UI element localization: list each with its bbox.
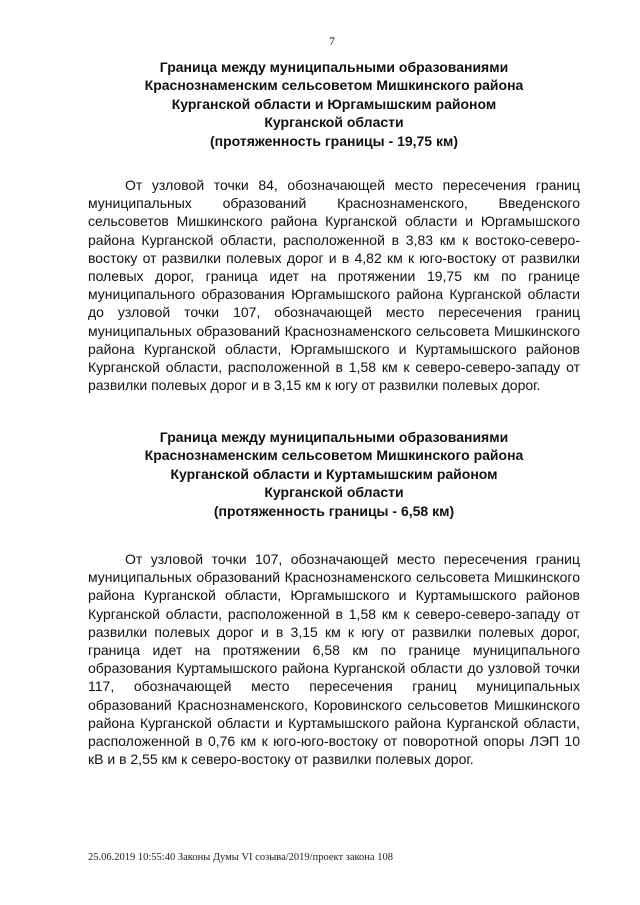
page-number: 7 bbox=[329, 34, 335, 48]
heading-line: Курганской области bbox=[264, 484, 404, 501]
heading-line: Граница между муниципальными образованиями bbox=[159, 59, 509, 75]
heading-line-length: (протяженность границы - 6,58 км) bbox=[213, 502, 455, 519]
section-paragraph: От узловой точки 84, обозначающей место пересечения границ муниципальных образований Краснознаменского, Введенского сельсоветов Мишкинского района Курганской области и Юргамышского района Курганской области, расположенной в 3,83 км к востоко-северо-востоку от развилки полевых дорог и в 4,82 км к юго-востоку от развилки полевых дорог, граница идет на протяжении 19,75 км по границе муниципального образования Юргамышского района Курганской области до узловой точки 107, обозначающей место пересечения границ муниципальных образований Краснознаменского сельсовета Мишкинского района Курганской области, Юргамышского и Куртамышского районов Курганской области, расположенной в 1,58 км к северо-северо-западу от развилки полевых дорог и в 3,15 км к югу от развилки полевых дорог. bbox=[88, 177, 580, 394]
heading-line: Курганской области и Куртамышским районом bbox=[170, 465, 498, 482]
section-heading bbox=[88, 428, 580, 520]
heading-line: Граница между муниципальными образованиями bbox=[159, 429, 509, 445]
border-section-2 bbox=[88, 428, 580, 768]
heading-line: Курганской области bbox=[264, 114, 404, 131]
section-heading bbox=[88, 58, 580, 150]
heading-line-length: (протяженность границы - 19,75 км) bbox=[209, 132, 459, 149]
document-footer: 25.06.2019 10:55:40 Законы Думы VI созыва/2019/проект закона 108 bbox=[88, 852, 393, 863]
section-paragraph: От узловой точки 107, обозначающей место пересечения границ муниципальных образований Краснознаменского сельсовета Мишкинского района Курганской области, Юргамышского и Куртамышского районов Курганской области, расположенной в 1,58 км к северо-северо-западу от развилки полевых дорог и в 3,15 км к югу от развилки полевых дорог, граница идет на протяжении 6,58 км по границе муниципального образования Куртамышского района Курганской области до узловой точки 117, обозначающей место пересечения границ муниципальных образований Краснознаменского, Коровинского сельсоветов Мишкинского района Курганской области и Куртамышского района Курганской области, расположенной в 0,76 км к юго-юго-востоку от поворотной опоры ЛЭП 10 кВ и в 2,55 км к северо-востоку от развилки полевых дорог. bbox=[88, 551, 580, 768]
border-section-1 bbox=[88, 58, 580, 394]
heading-line: Курганской области и Юргамышским районом bbox=[171, 95, 497, 112]
heading-line: Краснознаменским сельсоветом Мишкинского района bbox=[144, 77, 524, 94]
heading-line: Краснознаменским сельсоветом Мишкинского района bbox=[144, 447, 524, 464]
